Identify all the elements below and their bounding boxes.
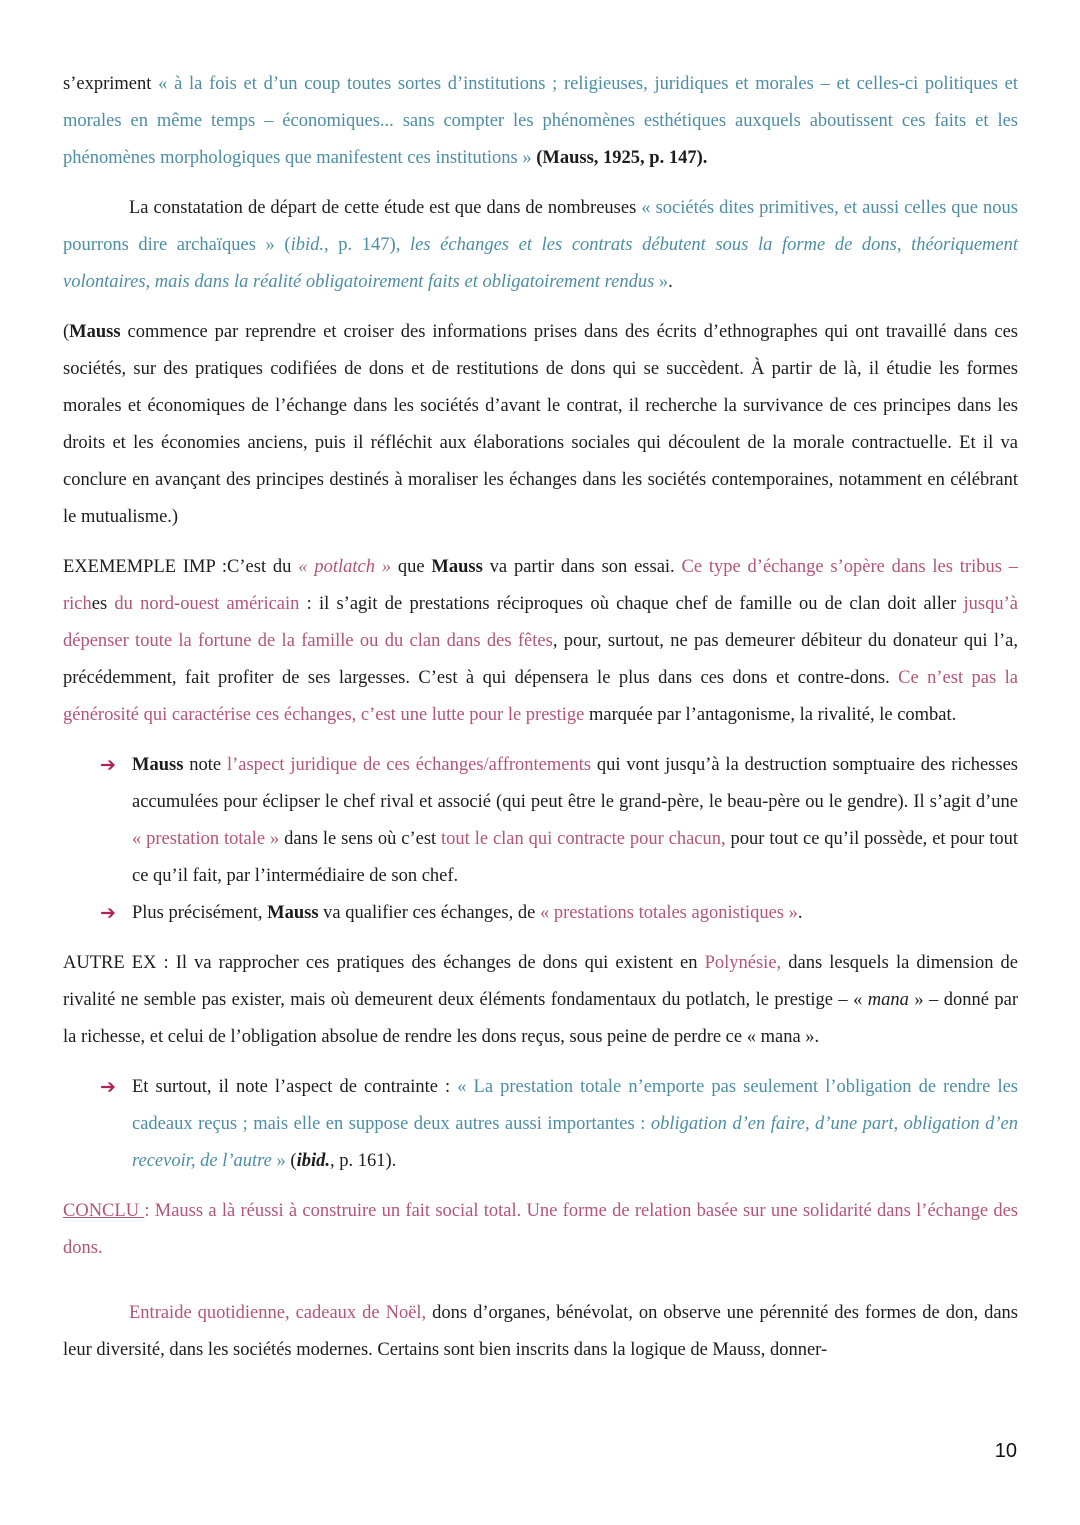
- text-segment: EXEMEMPLE IMP :C’est du: [63, 557, 299, 577]
- document-body: [63, 66, 1018, 1369]
- text-segment: « prestation totale »: [132, 829, 280, 849]
- text-segment: Mauss: [267, 903, 319, 923]
- text-segment: pour tout ce qu’il possède, et pour tout ce qu’il fait, par l’intermédiaire de son chef.: [132, 829, 1018, 886]
- text-segment: va qualifier ces échanges, de: [318, 903, 540, 923]
- text-segment: Mauss: [69, 322, 121, 342]
- text-segment: jusqu’à dépenser toute la fortune de la famille ou du clan dans des fêtes: [63, 594, 1018, 651]
- text-segment: les échanges et les contrats débutent sous la forme de dons, théoriquement volontaires, mais dans la réalité obligatoirement faits et obligatoirement rendus: [63, 235, 1018, 292]
- text-segment: « sociétés dites primitives, et aussi celles que nous pourrons dire archaïques » (: [63, 198, 1018, 255]
- text-segment: es: [91, 594, 108, 614]
- text-segment: qui vont jusqu’à la destruction somptuaire des richesses accumulées pour éclipser le chef rival et associé (qui peut être le grand-père, le beau-père ou le gendre). Il s’agit d’une: [132, 755, 1018, 812]
- text-segment: Mauss: [132, 755, 184, 775]
- bullet-prestations-agonistiques: [63, 895, 1018, 932]
- text-segment: mana: [867, 990, 909, 1010]
- text-segment: « prestations totales agonistiques »: [539, 903, 798, 923]
- text-segment: .: [668, 272, 673, 292]
- page-number: 10: [994, 1440, 1017, 1462]
- text-segment: que: [391, 557, 432, 577]
- conclusion-paragraph: [63, 1193, 1018, 1267]
- text-segment: (: [63, 322, 70, 342]
- text-segment: Mauss: [431, 557, 483, 577]
- text-segment: ibid.: [290, 235, 325, 255]
- text-segment: s’expriment: [63, 74, 159, 94]
- bullet-text: [132, 747, 1018, 895]
- text-segment: , p. 161).: [329, 1151, 397, 1171]
- text-segment: dans lesquels la dimension de rivalité ne semble pas exister, mais où demeurent deux éléments fondamentaux du potlatch, le prestige – «: [63, 953, 1019, 1010]
- arrow-bullet-icon: ➔: [100, 902, 116, 924]
- text-segment: » – donné par la richesse, et celui de l’obligation absolue de rendre les dons reçus, sous peine de perdre ce « mana ».: [63, 990, 1018, 1047]
- text-segment: La constatation de départ de cette étude est que dans de nombreuses: [129, 198, 642, 218]
- text-segment: tout le clan qui contracte pour chacun,: [441, 829, 726, 849]
- text-segment: Polynésie,: [704, 953, 782, 973]
- mauss-method-paragraph: [63, 314, 1018, 536]
- text-segment: CONCLU: [63, 1201, 145, 1221]
- text-segment: « La prestation totale n’emporte pas seulement l’obligation de rendre les cadeaux reçus ; mais elle en suppose deux autres aussi importantes :: [132, 1077, 1018, 1134]
- text-segment: obligation d’en faire, d’une part, obligation d’en recevoir, de l’autre: [132, 1114, 1018, 1171]
- bullet-contrainte: [63, 1069, 1018, 1180]
- text-segment: , p. 147),: [324, 235, 410, 255]
- text-segment: : Mauss a là réussi à construire un fait social total. Une forme de relation basée sur une solidarité dans l’échange des dons.: [63, 1201, 1018, 1258]
- text-segment: (Mauss, 1925, p. 147).: [536, 148, 708, 168]
- text-segment: »: [658, 272, 669, 292]
- text-segment: (: [290, 1151, 297, 1171]
- text-segment: Plus précisément,: [132, 903, 268, 923]
- arrow-bullet-icon: ➔: [100, 1076, 116, 1098]
- text-segment: Entraide quotidienne, cadeaux de Noël,: [129, 1303, 427, 1323]
- arrow-bullet-icon: ➔: [100, 754, 116, 776]
- text-segment: dons d’organes, bénévolat, on observe une pérennité des formes de don, dans leur diversité, dans les sociétés modernes. Certains sont bien inscrits dans la logique de Mauss, donner-: [63, 1303, 1018, 1360]
- text-segment: Et surtout, il note l’aspect de contrainte :: [132, 1077, 458, 1097]
- text-segment: »: [271, 1151, 291, 1171]
- text-segment: : il s’agit de prestations réciproques où chaque chef de famille ou de clan doit aller: [299, 594, 964, 614]
- intro-paragraph: [63, 66, 1018, 177]
- constatation-paragraph: [63, 190, 1018, 301]
- text-segment: commence par reprendre et croiser des informations prises dans des écrits d’ethnographes qui ont travaillé dans ces sociétés, sur des pratiques codifiées de dons et de restitutions de dons qui se succèdent. À partir de là, il étudie les formes morales et économiques de l’échange dans les sociétés d’avant le contrat, il recherche la survivance de ces principes dans les droits et les économies anciens, puis il réfléchit aux élaborations sociales qui découlent de la morale contractuelle. Et il va conclure en avançant des principes destinés à moraliser les échanges dans les sociétés contemporaines, notamment en célébrant le mutualisme.): [63, 322, 1018, 527]
- bullet-aspect-juridique: [63, 747, 1018, 895]
- autre-ex-paragraph: [63, 945, 1018, 1056]
- text-segment: « potlatch »: [298, 557, 392, 577]
- text-segment: marquée par l’antagonisme, la rivalité, le combat.: [584, 705, 957, 725]
- text-segment: l’aspect juridique de ces échanges/affrontements: [226, 755, 592, 775]
- text-segment: Ce type d’échange s’opère dans les tribus – rich: [63, 557, 1018, 614]
- bullet-text: [132, 1069, 1018, 1180]
- text-segment: du nord-ouest américain: [107, 594, 300, 614]
- text-segment: AUTRE EX : Il va rapprocher ces pratiques des échanges de dons qui existent en: [63, 953, 705, 973]
- text-segment: note: [183, 755, 227, 775]
- text-segment: « à la fois et d’un coup toutes sortes d’institutions ; religieuses, juridiques et morales – et celles-ci politiques et morales en même temps – économiques... sans compter les phénomènes esthétiques auxquels aboutissent ces faits et les phénomènes morphologiques que manifestent ces institutions »: [63, 74, 1018, 168]
- text-segment: dans le sens où c’est: [279, 829, 442, 849]
- text-segment: Ce n’est pas la générosité qui caractérise ces échanges, c’est une lutte pour le prestige: [63, 668, 1018, 725]
- text-segment: va partir dans son essai.: [482, 557, 682, 577]
- text-segment: , pour, surtout, ne pas demeurer débiteur du donateur qui l’a, précédemment, fait profiter de ses largesses. C’est à qui dépensera le plus dans ces dons et contre-dons.: [63, 631, 1018, 688]
- exemple-potlatch-paragraph: [63, 549, 1018, 734]
- text-segment: .: [797, 903, 803, 923]
- text-segment: ibid.: [296, 1151, 330, 1171]
- bullet-text: [132, 895, 1018, 932]
- entraide-paragraph: [63, 1295, 1018, 1369]
